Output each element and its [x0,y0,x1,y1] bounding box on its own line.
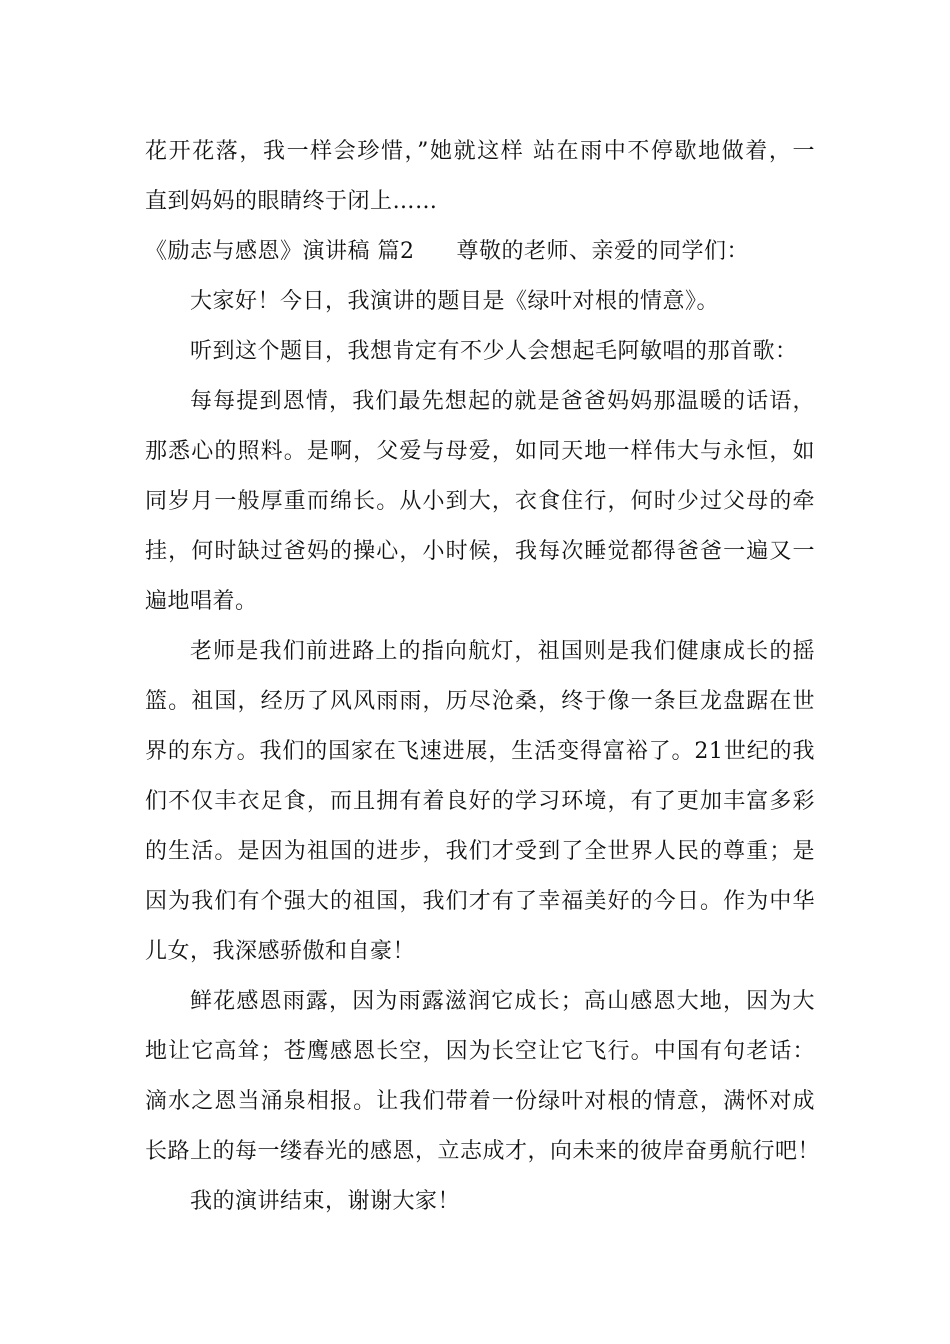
text-line: 长路上的每一缕春光的感恩，立志成才，向未来的彼岸奋勇航行吧！ [145,1139,821,1164]
section-heading: 《励志与感恩》演讲稿 篇2 [145,239,415,264]
text-line: 同岁月一般厚重而绵长。从小到大，衣食住行，何时少过父母的牵 [145,489,815,514]
text-line: 地让它高耸；苍鹰感恩长空，因为长空让它飞行。中国有句老话： [145,1039,815,1064]
text-line: 花开花落，我一样会珍惜，”她就这样 站在雨中不停歇地做着，一 [145,139,815,164]
text-line: 那悉心的照料。是啊，父爱与母爱，如同天地一样伟大与永恒，如 [145,439,815,464]
paragraph-start: 鲜花感恩雨露，因为雨露滋润它成长；高山感恩大地，因为大 [190,989,815,1014]
text-line: 因为我们有个强大的祖国，我们才有了幸福美好的今日。作为中华 [145,889,815,914]
text-line: 篮。祖国，经历了风风雨雨，历尽沧桑，终于像一条巨龙盘踞在世 [145,689,815,714]
text-line: 的生活。是因为祖国的进步，我们才受到了全世界人民的尊重；是 [145,839,815,864]
text-line: 遍地唱着。 [145,589,258,614]
text-line: 滴水之恩当涌泉相报。让我们带着一份绿叶对根的情意，满怀对成 [145,1089,815,1114]
text-line: 界的东方。我们的国家在飞速进展，生活变得富裕了。21世纪的我 [145,739,815,764]
paragraph-start: 老师是我们前进路上的指向航灯，祖国则是我们健康成长的摇 [190,639,815,664]
paragraph-start: 大家好！今日，我演讲的题目是《绿叶对根的情意》。 [190,289,720,314]
paragraph-start: 我的演讲结束，谢谢大家！ [190,1189,461,1214]
text-line: 儿女，我深感骄傲和自豪！ [145,939,416,964]
salutation: 尊敬的老师、亲爱的同学们： [456,239,750,264]
paragraph-start: 听到这个题目，我想肯定有不少人会想起毛阿敏唱的那首歌： [190,339,798,364]
text-line: 挂，何时缺过爸妈的操心，小时候，我每次睡觉都得爸爸一遍又一 [145,539,815,564]
text-line: 们不仅丰衣足食，而且拥有着良好的学习环境，有了更加丰富多彩 [145,789,815,814]
text-line: 直到妈妈的眼睛终于闭上…… [145,189,438,214]
paragraph-start: 每每提到恩情，我们最先想起的就是爸爸妈妈那温暖的话语， [190,389,815,414]
section-heading-line [145,237,815,267]
